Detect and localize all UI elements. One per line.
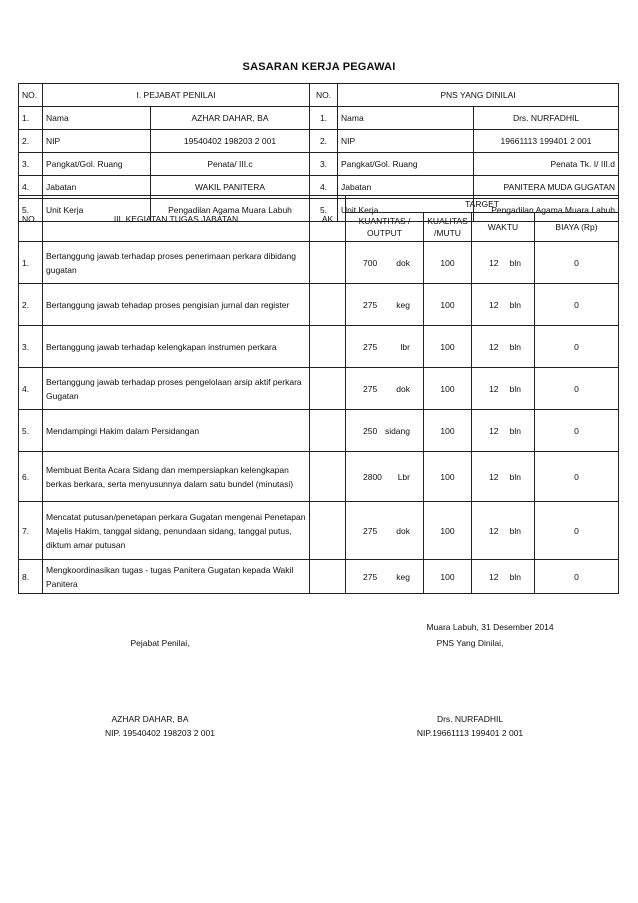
activity-text: Bertanggung jawab tehadap proses pengisian jurnal dan register [43, 284, 310, 326]
place-date: Muara Labuh, 31 Desember 2014 [426, 622, 554, 632]
kualitas-value: 100 [424, 242, 472, 284]
dinilai-jabatan: PANITERA MUDA GUGATAN [474, 176, 619, 199]
row-number: 5. [19, 199, 43, 222]
page-title: SASARAN KERJA PEGAWAI [242, 61, 396, 73]
kuantitas-value: 275 [363, 525, 378, 536]
table-row [19, 452, 619, 502]
field-label: Unit Kerja [43, 199, 151, 222]
waktu-cell [472, 452, 535, 502]
ak-cell [310, 326, 346, 368]
kualitas-value: 100 [424, 410, 472, 452]
waktu-unit: bln [509, 299, 521, 310]
activity-text: Mengkoordinasikan tugas - tugas Panitera Gugatan kepada Wakil Panitera [43, 560, 310, 594]
activity-text: Bertanggung jawab terhadap kelengkapan instrumen perkara [43, 326, 310, 368]
row-number: 1. [19, 107, 43, 130]
kuantitas-unit: lbr [400, 341, 410, 352]
waktu-unit: bln [509, 571, 521, 582]
waktu-cell [472, 560, 535, 594]
dinilai-nip: 19661113 199401 2 001 [474, 130, 619, 153]
kuantitas-cell [346, 368, 424, 410]
field-label: Nama [43, 107, 151, 130]
table-row [19, 410, 619, 452]
table-row [19, 326, 619, 368]
waktu-value: 12 [489, 299, 499, 310]
kuantitas-value: 250 [363, 425, 378, 436]
field-label: Unit Kerja [338, 199, 474, 222]
waktu-value: 12 [489, 525, 499, 536]
waktu-unit: bln [509, 425, 521, 436]
penilai-nama: AZHAR DAHAR, BA [151, 107, 310, 130]
activity-text: Mendampingi Hakim dalam Persidangan [43, 410, 310, 452]
activity-no: 6. [19, 452, 43, 502]
biaya-value: 0 [535, 242, 619, 284]
waktu-value: 12 [489, 257, 499, 268]
waktu-unit: bln [509, 341, 521, 352]
field-label: Jabatan [338, 176, 474, 199]
activity-header: III. KEGIATAN TUGAS JABATAN [43, 196, 310, 242]
identity-row [19, 107, 619, 130]
kuantitas-cell [346, 326, 424, 368]
kuantitas-value: 275 [363, 341, 378, 352]
field-label: NIP [43, 130, 151, 153]
biaya-value: 0 [535, 410, 619, 452]
biaya-value: 0 [535, 560, 619, 594]
activity-no: 7. [19, 502, 43, 560]
waktu-cell [472, 326, 535, 368]
biaya-value: 0 [535, 452, 619, 502]
kuantitas-value: 275 [363, 571, 378, 582]
kuantitas-value: 700 [363, 257, 378, 268]
kuantitas-cell [346, 284, 424, 326]
row-number: 3. [19, 153, 43, 176]
penilai-no-header: NO. [19, 84, 43, 107]
kualitas-value: 100 [424, 326, 472, 368]
row-number: 1. [310, 107, 338, 130]
kualitas-value: 100 [424, 502, 472, 560]
ak-cell [310, 452, 346, 502]
row-number: 5. [310, 199, 338, 222]
waktu-value: 12 [489, 471, 499, 482]
ak-cell [310, 410, 346, 452]
row-number: 4. [19, 176, 43, 199]
field-label: Jabatan [43, 176, 151, 199]
left-signer-name: AZHAR DAHAR, BA [111, 714, 189, 724]
waktu-value: 12 [489, 425, 499, 436]
kuantitas-unit: dok [396, 257, 410, 268]
kuantitas-unit: dok [396, 383, 410, 394]
table-row [19, 284, 619, 326]
kuantitas-unit: sidang [384, 425, 410, 436]
kualitas-value: 100 [424, 560, 472, 594]
left-signer-role: Pejabat Penilai, [130, 638, 190, 648]
penilai-unit-kerja: Pengadilan Agama Muara Labuh [151, 199, 310, 222]
waktu-cell [472, 368, 535, 410]
field-label: Pangkat/Gol. Ruang [43, 153, 151, 176]
ak-cell [310, 502, 346, 560]
kuantitas-cell [346, 410, 424, 452]
right-signer-name: Drs. NURFADHIL [436, 714, 504, 724]
waktu-unit: bln [509, 383, 521, 394]
identity-row [19, 130, 619, 153]
waktu-unit: bln [509, 471, 521, 482]
target-header: TARGET [346, 196, 619, 213]
activity-no: 2. [19, 284, 43, 326]
field-label: Nama [338, 107, 474, 130]
kuantitas-cell [346, 452, 424, 502]
identity-row [19, 153, 619, 176]
dinilai-nama: Drs. NURFADHIL [474, 107, 619, 130]
right-signer-nip: NIP.19661113 199401 2 001 [416, 728, 524, 738]
waktu-value: 12 [489, 383, 499, 394]
kuantitas-cell [346, 242, 424, 284]
row-number: 4. [310, 176, 338, 199]
waktu-cell [472, 410, 535, 452]
ak-cell [310, 560, 346, 594]
waktu-cell [472, 284, 535, 326]
kualitas-header: KUALITAS /MUTU [424, 213, 472, 242]
waktu-unit: bln [509, 525, 521, 536]
row-number: 2. [19, 130, 43, 153]
right-signer-role: PNS Yang Dinilai, [436, 638, 504, 648]
penilai-pangkat: Penata/ III.c [151, 153, 310, 176]
biaya-value: 0 [535, 502, 619, 560]
waktu-value: 12 [489, 571, 499, 582]
activity-text: Membuat Berita Acara Sidang dan mempersiapkan kelengkapan berkas berkara, serta menyusunnya dalam satu bundel (minutasi) [43, 452, 310, 502]
activities-table [18, 195, 619, 594]
kuantitas-unit: keg [396, 299, 410, 310]
row-number: 2. [310, 130, 338, 153]
penilai-header: I. PEJABAT PENILAI [43, 84, 310, 107]
activity-no-header: NO. [19, 196, 43, 242]
dinilai-no-header: NO. [310, 84, 338, 107]
waktu-cell [472, 502, 535, 560]
activity-no: 4. [19, 368, 43, 410]
table-row [19, 560, 619, 594]
field-label: NIP [338, 130, 474, 153]
kuantitas-cell [346, 560, 424, 594]
table-row [19, 368, 619, 410]
biaya-value: 0 [535, 284, 619, 326]
ak-cell [310, 242, 346, 284]
table-row [19, 502, 619, 560]
activity-no: 5. [19, 410, 43, 452]
kuantitas-unit: dok [396, 525, 410, 536]
biaya-value: 0 [535, 368, 619, 410]
penilai-nip: 19540402 198203 2 001 [151, 130, 310, 153]
identity-header-row [19, 84, 619, 107]
activity-no: 8. [19, 560, 43, 594]
kuantitas-unit: Lbr [397, 471, 410, 482]
kuantitas-cell [346, 502, 424, 560]
waktu-cell [472, 242, 535, 284]
kuantitas-value: 275 [363, 383, 378, 394]
activity-no: 3. [19, 326, 43, 368]
field-label: Pangkat/Gol. Ruang [338, 153, 474, 176]
activity-text: Mencatat putusan/penetapan perkara Gugatan mengenai Penetapan Majelis Hakim, tanggal sidang, penundaan sidang, tanggal putus, diktum amar putusan [43, 502, 310, 560]
ak-cell [310, 284, 346, 326]
kualitas-value: 100 [424, 368, 472, 410]
waktu-header: WAKTU [472, 213, 535, 242]
kualitas-value: 100 [424, 452, 472, 502]
penilai-jabatan: WAKIL PANITERA [151, 176, 310, 199]
waktu-value: 12 [489, 341, 499, 352]
left-signer-nip: NIP. 19540402 198203 2 001 [105, 728, 215, 738]
kuantitas-value: 2800 [363, 471, 382, 482]
row-number: 3. [310, 153, 338, 176]
kualitas-value: 100 [424, 284, 472, 326]
dinilai-pangkat: Penata Tk. I/ III.d [474, 153, 619, 176]
activity-no: 1. [19, 242, 43, 284]
biaya-value: 0 [535, 326, 619, 368]
activity-text: Bertanggung jawab terhadap proses pengelolaan arsip aktif perkara Gugatan [43, 368, 310, 410]
ak-cell [310, 368, 346, 410]
ak-header: AK [310, 196, 346, 242]
table-row [19, 242, 619, 284]
dinilai-unit-kerja: Pengadilan Agama Muara Labuh [474, 199, 619, 222]
biaya-header: BIAYA (Rp) [535, 213, 619, 242]
waktu-unit: bln [509, 257, 521, 268]
kuantitas-header: KUANTITAS / OUTPUT [346, 213, 424, 242]
kuantitas-unit: keg [396, 571, 410, 582]
activities-header-row [19, 196, 619, 213]
dinilai-header: PNS YANG DINILAI [338, 84, 619, 107]
kuantitas-value: 275 [363, 299, 378, 310]
activity-text: Bertanggung jawab terhadap proses penerimaan perkara dibidang gugatan [43, 242, 310, 284]
